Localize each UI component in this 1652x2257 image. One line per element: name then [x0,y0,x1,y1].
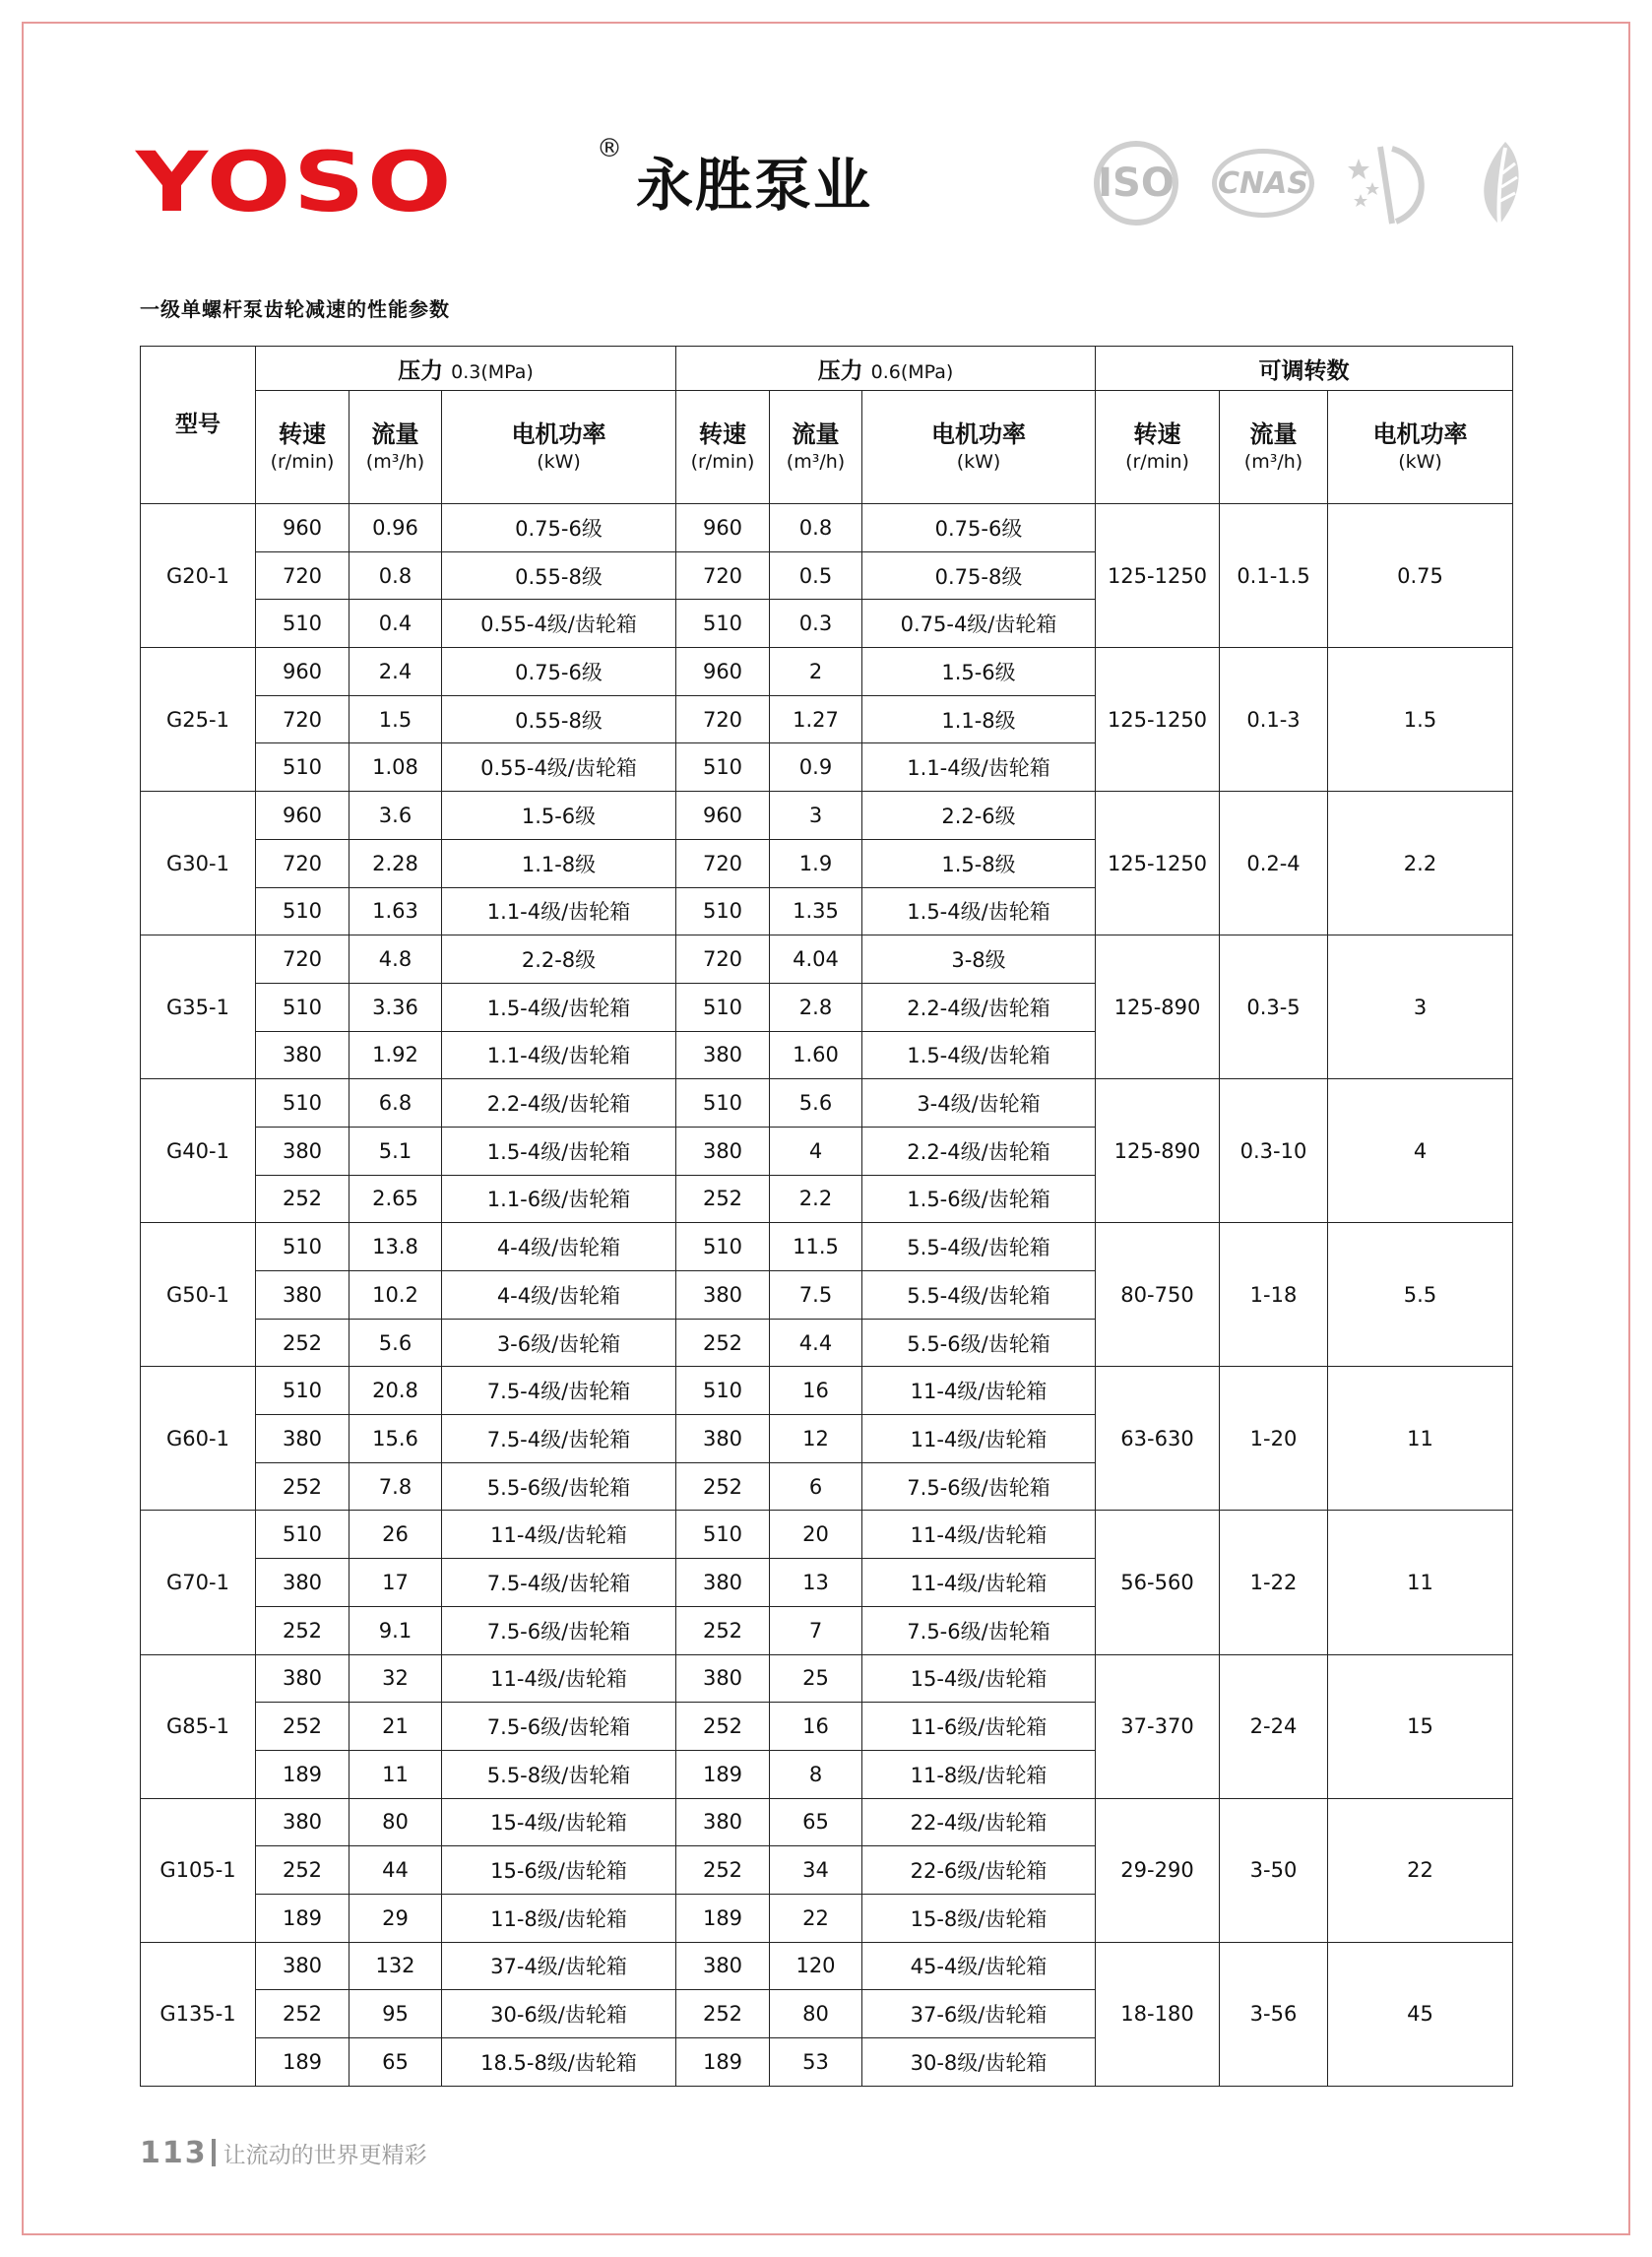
data-cell: 17 [349,1559,442,1607]
data-cell: 15-8级/齿轮箱 [862,1894,1096,1942]
data-cell: 189 [676,1894,770,1942]
adjustable-flow-cell: 0.2-4 [1220,792,1328,935]
data-cell: 4-4级/齿轮箱 [442,1223,676,1271]
data-cell: 510 [676,1079,770,1128]
data-cell: 960 [676,648,770,696]
data-cell: 720 [256,839,349,887]
data-cell: 1.5-4级/齿轮箱 [862,1031,1096,1079]
data-cell: 0.96 [349,504,442,552]
data-cell: 380 [256,1415,349,1463]
data-cell: 21 [349,1703,442,1751]
data-cell: 0.4 [349,600,442,648]
data-cell: 1.5-4级/齿轮箱 [442,983,676,1031]
data-cell: 1.9 [770,839,862,887]
data-cell: 380 [676,1942,770,1990]
data-cell: 44 [349,1846,442,1895]
data-cell: 25 [770,1654,862,1703]
data-cell: 1.60 [770,1031,862,1079]
leaf-emblem-icon [1465,138,1534,228]
data-cell: 30-6级/齿轮箱 [442,1990,676,2038]
data-cell: 720 [256,935,349,984]
data-cell: 11-4级/齿轮箱 [862,1559,1096,1607]
data-cell: 1.5-6级/齿轮箱 [862,1175,1096,1223]
data-cell: 80 [349,1798,442,1846]
data-cell: 1.27 [770,695,862,743]
data-cell: 0.8 [349,551,442,600]
data-cell: 380 [676,1654,770,1703]
data-cell: 189 [676,1750,770,1798]
model-cell: G25-1 [141,648,256,792]
page-number: 113 [140,2135,208,2170]
data-cell: 252 [256,1703,349,1751]
data-cell: 189 [256,2038,349,2087]
data-cell: 32 [349,1654,442,1703]
data-cell: 189 [256,1894,349,1942]
data-cell: 1.1-4级/齿轮箱 [442,1031,676,1079]
footer-divider [212,2139,216,2166]
data-cell: 120 [770,1942,862,1990]
data-cell: 720 [676,551,770,600]
data-cell: 5.1 [349,1127,442,1175]
table-row [141,648,1513,696]
model-header: 型号 [141,347,256,504]
iso-label: ISO [1098,161,1175,206]
data-cell: 11-4级/齿轮箱 [862,1415,1096,1463]
data-cell: 960 [256,504,349,552]
data-cell: 4.4 [770,1319,862,1367]
data-cell: 1.08 [349,743,442,792]
data-cell: 18.5-8级/齿轮箱 [442,2038,676,2087]
data-cell: 15-4级/齿轮箱 [862,1654,1096,1703]
data-cell: 960 [256,648,349,696]
data-cell: 7.5-6级/齿轮箱 [862,1606,1096,1654]
adjustable-power-cell: 5.5 [1328,1223,1513,1367]
data-cell: 7.5-6级/齿轮箱 [862,1462,1096,1511]
table-row [141,1654,1513,1703]
data-cell: 510 [256,1511,349,1559]
data-cell: 0.5 [770,551,862,600]
table-row [141,1798,1513,1846]
table-row [141,1511,1513,1559]
data-cell: 0.55-8级 [442,695,676,743]
data-cell: 3-4级/齿轮箱 [862,1079,1096,1128]
group-header-pressure-03: 压力 0.3(MPa) [256,347,676,391]
sub-header-cell: 电机功率 (kW) [862,391,1096,504]
data-cell: 16 [770,1367,862,1415]
data-cell: 2.2-4级/齿轮箱 [442,1079,676,1128]
data-cell: 3.6 [349,792,442,840]
data-cell: 720 [256,551,349,600]
data-cell: 380 [256,1942,349,1990]
table-row [141,1942,1513,1990]
data-cell: 11-4级/齿轮箱 [442,1654,676,1703]
data-cell: 5.5-6级/齿轮箱 [862,1319,1096,1367]
data-cell: 960 [256,792,349,840]
data-cell: 7.5-6级/齿轮箱 [442,1703,676,1751]
adjustable-flow-cell: 0.3-5 [1220,935,1328,1079]
sub-header-cell: 转速 (r/min) [676,391,770,504]
company-name: 永胜泵业 [636,152,873,219]
adjustable-power-cell: 45 [1328,1942,1513,2086]
data-cell: 12 [770,1415,862,1463]
data-cell: 510 [676,600,770,648]
data-cell: 2.28 [349,839,442,887]
data-cell: 11-4级/齿轮箱 [862,1367,1096,1415]
data-cell: 380 [676,1271,770,1320]
data-cell: 13.8 [349,1223,442,1271]
data-cell: 1.5-4级/齿轮箱 [442,1127,676,1175]
data-cell: 0.75-6级 [862,504,1096,552]
data-cell: 53 [770,2038,862,2087]
data-cell: 16 [770,1703,862,1751]
table-title: 一级单螺杆泵齿轮减速的性能参数 [140,297,450,321]
data-cell: 65 [349,2038,442,2087]
sub-header-cell: 流量 (m³/h) [770,391,862,504]
data-cell: 5.6 [349,1319,442,1367]
data-cell: 0.75-6级 [442,504,676,552]
data-cell: 2.65 [349,1175,442,1223]
adjustable-power-cell: 1.5 [1328,648,1513,792]
data-cell: 13 [770,1559,862,1607]
data-cell: 2.2-8级 [442,935,676,984]
data-cell: 252 [256,1319,349,1367]
data-cell: 252 [676,1703,770,1751]
data-cell: 8 [770,1750,862,1798]
model-cell: G60-1 [141,1367,256,1511]
adjustable-power-cell: 3 [1328,935,1513,1079]
data-cell: 7.5-4级/齿轮箱 [442,1415,676,1463]
data-cell: 252 [676,1990,770,2038]
data-cell: 720 [256,695,349,743]
data-cell: 26 [349,1511,442,1559]
data-cell: 11-6级/齿轮箱 [862,1703,1096,1751]
data-cell: 510 [256,1223,349,1271]
data-cell: 45-4级/齿轮箱 [862,1942,1096,1990]
data-cell: 5.5-6级/齿轮箱 [442,1462,676,1511]
adjustable-flow-cell: 2-24 [1220,1654,1328,1798]
data-cell: 11-8级/齿轮箱 [442,1894,676,1942]
data-cell: 22-4级/齿轮箱 [862,1798,1096,1846]
adjustable-speed-cell: 56-560 [1096,1511,1220,1654]
data-cell: 1.63 [349,887,442,935]
group-header-pressure-06: 压力 0.6(MPa) [676,347,1096,391]
table-row [141,792,1513,840]
sub-header-cell: 转速 (r/min) [256,391,349,504]
data-cell: 4 [770,1127,862,1175]
sub-header-cell: 流量 (m³/h) [1220,391,1328,504]
data-cell: 960 [676,504,770,552]
adjustable-speed-cell: 125-1250 [1096,504,1220,648]
table-row [141,1223,1513,1271]
data-cell: 1.5-6级 [442,792,676,840]
data-cell: 5.6 [770,1079,862,1128]
adjustable-power-cell: 22 [1328,1798,1513,1942]
adjustable-flow-cell: 3-56 [1220,1942,1328,2086]
data-cell: 510 [256,983,349,1031]
adjustable-flow-cell: 0.3-10 [1220,1079,1328,1223]
data-cell: 1.35 [770,887,862,935]
data-cell: 6.8 [349,1079,442,1128]
data-cell: 1.1-8级 [442,839,676,887]
adjustable-flow-cell: 1-20 [1220,1367,1328,1511]
data-cell: 510 [256,600,349,648]
model-cell: G50-1 [141,1223,256,1367]
data-cell: 0.55-8级 [442,551,676,600]
data-cell: 3-6级/齿轮箱 [442,1319,676,1367]
data-cell: 720 [676,839,770,887]
cnas-label: CNAS [1218,165,1308,201]
data-cell: 189 [676,2038,770,2087]
data-cell: 65 [770,1798,862,1846]
cnas-oval-icon [1209,138,1317,228]
data-cell: 20 [770,1511,862,1559]
data-cell: 720 [676,695,770,743]
data-cell: 29 [349,1894,442,1942]
table-row [141,1367,1513,1415]
data-cell: 0.75-6级 [442,648,676,696]
performance-table [140,346,1513,2087]
data-cell: 380 [676,1415,770,1463]
data-cell: 510 [676,1223,770,1271]
data-cell: 380 [676,1798,770,1846]
data-cell: 0.3 [770,600,862,648]
data-cell: 30-8级/齿轮箱 [862,2038,1096,2087]
data-cell: 510 [676,1367,770,1415]
data-cell: 0.9 [770,743,862,792]
data-cell: 11.5 [770,1223,862,1271]
table-row [141,1079,1513,1128]
data-cell: 252 [256,1846,349,1895]
adjustable-power-cell: 15 [1328,1654,1513,1798]
data-cell: 15-4级/齿轮箱 [442,1798,676,1846]
data-cell: 7.5-6级/齿轮箱 [442,1606,676,1654]
model-cell: G135-1 [141,1942,256,2086]
data-cell: 960 [676,792,770,840]
data-cell: 189 [256,1750,349,1798]
data-cell: 510 [256,743,349,792]
data-cell: 510 [676,1511,770,1559]
data-cell: 252 [676,1846,770,1895]
data-cell: 3-8级 [862,935,1096,984]
registered-mark: ® [597,134,622,163]
data-cell: 37-4级/齿轮箱 [442,1942,676,1990]
data-cell: 15.6 [349,1415,442,1463]
data-cell: 252 [676,1175,770,1223]
table-row [141,935,1513,984]
star-emblem-icon [1339,138,1437,228]
adjustable-power-cell: 4 [1328,1079,1513,1223]
data-cell: 6 [770,1462,862,1511]
data-cell: 132 [349,1942,442,1990]
adjustable-flow-cell: 3-50 [1220,1798,1328,1942]
data-cell: 7 [770,1606,862,1654]
data-cell: 2.2-4级/齿轮箱 [862,983,1096,1031]
table-row [141,504,1513,552]
page-footer [140,2135,427,2170]
data-cell: 1.5 [349,695,442,743]
adjustable-power-cell: 11 [1328,1367,1513,1511]
data-cell: 252 [676,1319,770,1367]
adjustable-power-cell: 0.75 [1328,504,1513,648]
data-cell: 22 [770,1894,862,1942]
footer-slogan: 让流动的世界更精彩 [222,2142,427,2168]
adjustable-power-cell: 2.2 [1328,792,1513,935]
model-cell: G20-1 [141,504,256,648]
data-cell: 0.75-4级/齿轮箱 [862,600,1096,648]
adjustable-flow-cell: 0.1-1.5 [1220,504,1328,648]
data-cell: 22-6级/齿轮箱 [862,1846,1096,1895]
data-cell: 2.4 [349,648,442,696]
data-cell: 5.5-4级/齿轮箱 [862,1271,1096,1320]
data-cell: 252 [256,1990,349,2038]
data-cell: 11-8级/齿轮箱 [862,1750,1096,1798]
data-cell: 37-6级/齿轮箱 [862,1990,1096,2038]
data-cell: 1.5-6级 [862,648,1096,696]
data-cell: 4.8 [349,935,442,984]
data-cell: 5.5-4级/齿轮箱 [862,1223,1096,1271]
adjustable-speed-cell: 37-370 [1096,1654,1220,1798]
data-cell: 0.8 [770,504,862,552]
adjustable-speed-cell: 125-890 [1096,1079,1220,1223]
adjustable-flow-cell: 0.1-3 [1220,648,1328,792]
data-cell: 380 [676,1031,770,1079]
data-cell: 252 [256,1462,349,1511]
data-cell: 380 [256,1654,349,1703]
brand-logo [136,134,873,230]
adjustable-speed-cell: 29-290 [1096,1798,1220,1942]
adjustable-flow-cell: 1-18 [1220,1223,1328,1367]
data-cell: 0.75-8级 [862,551,1096,600]
model-cell: G40-1 [141,1079,256,1223]
data-cell: 10.2 [349,1271,442,1320]
model-cell: G70-1 [141,1511,256,1654]
model-cell: G105-1 [141,1798,256,1942]
adjustable-speed-cell: 80-750 [1096,1223,1220,1367]
data-cell: 380 [256,1559,349,1607]
data-cell: 252 [256,1606,349,1654]
data-cell: 1.92 [349,1031,442,1079]
model-cell: G30-1 [141,792,256,935]
brand-wordmark: YOSO [136,134,454,230]
data-cell: 380 [676,1559,770,1607]
data-cell: 1.1-8级 [862,695,1096,743]
data-cell: 720 [676,935,770,984]
iso-globe-icon [1087,138,1185,228]
data-cell: 380 [256,1798,349,1846]
group-header-adjustable: 可调转数 [1096,347,1513,391]
data-cell: 380 [256,1127,349,1175]
adjustable-flow-cell: 1-22 [1220,1511,1328,1654]
data-cell: 9.1 [349,1606,442,1654]
data-cell: 510 [256,1367,349,1415]
data-cell: 380 [676,1127,770,1175]
data-cell: 1.1-4级/齿轮箱 [442,887,676,935]
data-cell: 11 [349,1750,442,1798]
data-cell: 1.1-6级/齿轮箱 [442,1175,676,1223]
adjustable-speed-cell: 18-180 [1096,1942,1220,2086]
data-cell: 1.5-4级/齿轮箱 [862,887,1096,935]
data-cell: 252 [676,1462,770,1511]
data-cell: 0.55-4级/齿轮箱 [442,743,676,792]
data-cell: 20.8 [349,1367,442,1415]
data-cell: 2.2-4级/齿轮箱 [862,1127,1096,1175]
data-cell: 4.04 [770,935,862,984]
model-cell: G85-1 [141,1654,256,1798]
adjustable-speed-cell: 125-890 [1096,935,1220,1079]
data-cell: 7.5 [770,1271,862,1320]
data-cell: 34 [770,1846,862,1895]
data-cell: 380 [256,1031,349,1079]
data-cell: 510 [256,1079,349,1128]
data-cell: 252 [256,1175,349,1223]
adjustable-speed-cell: 63-630 [1096,1367,1220,1511]
adjustable-speed-cell: 125-1250 [1096,648,1220,792]
data-cell: 15-6级/齿轮箱 [442,1846,676,1895]
data-cell: 1.5-8级 [862,839,1096,887]
sub-header-cell: 电机功率 (kW) [1328,391,1513,504]
data-cell: 1.1-4级/齿轮箱 [862,743,1096,792]
data-cell: 2.8 [770,983,862,1031]
adjustable-power-cell: 11 [1328,1511,1513,1654]
data-cell: 80 [770,1990,862,2038]
data-cell: 252 [676,1606,770,1654]
data-cell: 11-4级/齿轮箱 [862,1511,1096,1559]
data-cell: 2.2-6级 [862,792,1096,840]
data-cell: 2.2 [770,1175,862,1223]
data-cell: 3 [770,792,862,840]
data-cell: 2 [770,648,862,696]
sub-header-cell: 电机功率 (kW) [442,391,676,504]
data-cell: 7.5-4级/齿轮箱 [442,1559,676,1607]
data-cell: 7.5-4级/齿轮箱 [442,1367,676,1415]
data-cell: 7.8 [349,1462,442,1511]
data-cell: 3.36 [349,983,442,1031]
data-cell: 4-4级/齿轮箱 [442,1271,676,1320]
adjustable-speed-cell: 125-1250 [1096,792,1220,935]
data-cell: 0.55-4级/齿轮箱 [442,600,676,648]
sub-header-cell: 转速 (r/min) [1096,391,1220,504]
data-cell: 510 [676,887,770,935]
data-cell: 510 [256,887,349,935]
data-cell: 380 [256,1271,349,1320]
data-cell: 95 [349,1990,442,2038]
sub-header-cell: 流量 (m³/h) [349,391,442,504]
model-cell: G35-1 [141,935,256,1079]
data-cell: 510 [676,983,770,1031]
data-cell: 11-4级/齿轮箱 [442,1511,676,1559]
data-cell: 5.5-8级/齿轮箱 [442,1750,676,1798]
data-cell: 510 [676,743,770,792]
